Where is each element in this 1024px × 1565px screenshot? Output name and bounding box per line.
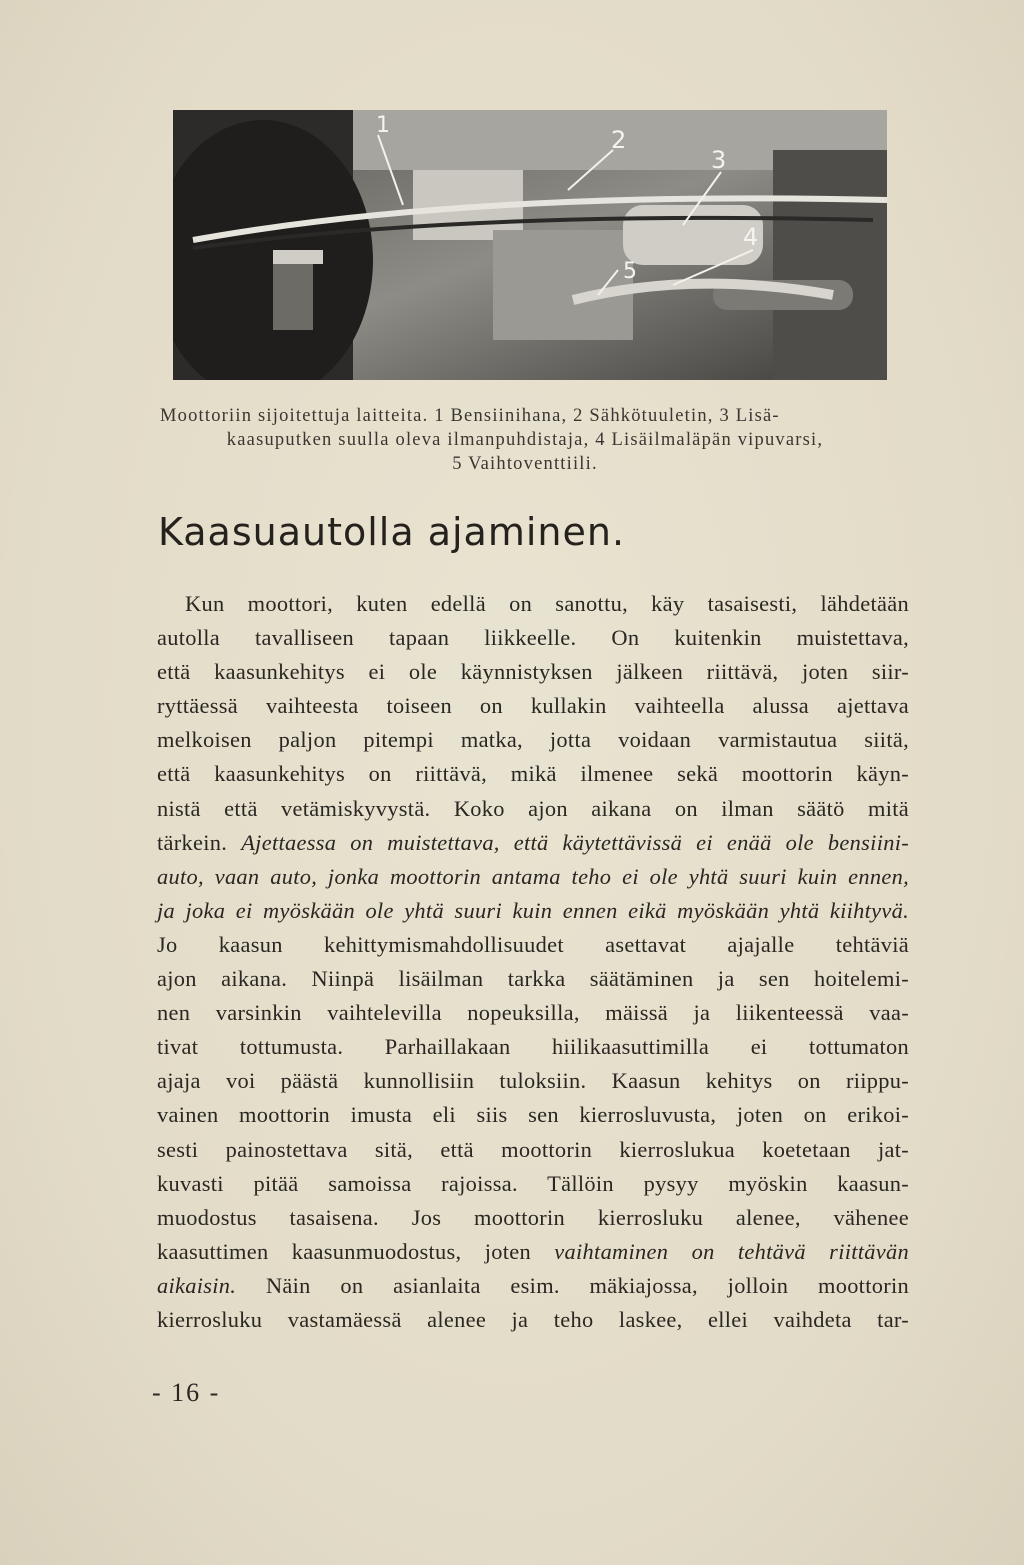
- text-line: ryttäessä vaihteesta toiseen on kullakin vaihteella alussa ajettava: [157, 693, 909, 719]
- photo-label-1: 1: [376, 113, 390, 138]
- caption-line: kaasuputken suulla oleva ilmanpuhdistaja, 4 Lisäilmaläpän vipuvarsi,: [226, 430, 824, 450]
- text-line: [157, 860, 909, 894]
- photo-label-2: 2: [611, 126, 627, 154]
- photo-caption: [160, 404, 890, 476]
- text-line: autolla tavalliseen tapaan liikkeelle. On kuitenkin muistettava,: [157, 625, 909, 651]
- text-segment: tärkein.: [157, 829, 228, 855]
- text-line: [157, 826, 909, 860]
- caption-line: 5 Vaihtoventtiili.: [452, 454, 598, 474]
- text-line: kierrosluku vastamäessä alenee ja teho laskee, ellei vaihdeta tar-: [157, 1306, 909, 1332]
- italic-segment: auto, vaan auto, jonka moottorin antama teho ei ole yhtä suuri kuin ennen,: [157, 863, 909, 889]
- italic-segment: ja joka ei myöskään ole yhtä suuri kuin ennen eikä myöskään yhtä kiihtyvä.: [157, 897, 909, 923]
- text-segment: Näin on asianlaita esim. mäkiajossa, jolloin moottorin: [265, 1272, 909, 1298]
- text-line: tivat tottumusta. Parhaillakaan hiilikaasuttimilla ei tottumaton: [157, 1034, 909, 1060]
- text-line: melkoisen paljon pitempi matka, jotta voidaan varmistautua siitä,: [157, 727, 909, 753]
- text-line: muodostus tasaisena. Jos moottorin kierrosluku alenee, vähenee: [157, 1204, 909, 1230]
- text-line: Kun moottori, kuten edellä on sanottu, käy tasaisesti, lähdetään: [185, 591, 909, 616]
- text-line: vainen moottorin imusta eli siis sen kierrosluvusta, joten on erikoi-: [157, 1102, 909, 1128]
- text-line: [157, 1235, 909, 1269]
- photo-label-5: 5: [623, 259, 637, 284]
- text-segment: kaasuttimen kaasunmuodostus, joten: [157, 1238, 531, 1264]
- italic-segment: aikaisin.: [157, 1272, 237, 1298]
- text-line: ajaja voi päästä kunnollisiin tuloksiin. Kaasun kehitys on riippu-: [157, 1068, 909, 1094]
- text-line: sesti painostettava sitä, että moottorin kierroslukua koetetaan jat-: [157, 1136, 909, 1162]
- page-number: - 16 -: [152, 1378, 221, 1407]
- text-line: kuvasti pitää samoissa rajoissa. Tällöin pysyy myöskin kaasun-: [157, 1170, 909, 1196]
- text-line: [157, 1269, 909, 1303]
- body-text: [157, 587, 909, 1337]
- text-line: [157, 894, 909, 928]
- text-line: että kaasunkehitys on riittävä, mikä ilmenee sekä moottorin käyn-: [157, 761, 909, 787]
- text-line: ajon aikana. Niinpä lisäilman tarkka säätäminen ja sen hoitelemi-: [157, 966, 909, 992]
- italic-segment: Ajettaessa on muistettava, että käytettävissä ei enää ole bensiini-: [241, 829, 909, 855]
- text-line: nistä että vetämiskyvystä. Koko ajon aikana on ilman säätö mitä: [157, 795, 909, 821]
- italic-segment: vaihtaminen on tehtävä riittävän: [554, 1238, 910, 1264]
- engine-photo: [173, 110, 887, 380]
- text-line: nen varsinkin vaihtelevilla nopeuksilla, mäissä ja liikenteessä vaa-: [157, 1000, 909, 1026]
- text-line: että kaasunkehitys ei ole käynnistyksen jälkeen riittävä, joten siir-: [157, 659, 909, 685]
- section-heading: Kaasuautolla ajaminen.: [158, 510, 626, 554]
- engine-photo-drawing: [173, 110, 887, 380]
- text-line: Jo kaasun kehittymismahdollisuudet asettavat ajajalle tehtäviä: [157, 931, 909, 957]
- photo-label-3: 3: [711, 146, 727, 174]
- caption-line: Moottoriin sijoitettuja laitteita. 1 Bensiinihana, 2 Sähkötuuletin, 3 Lisä-: [160, 406, 780, 426]
- photo-label-4: 4: [743, 223, 759, 251]
